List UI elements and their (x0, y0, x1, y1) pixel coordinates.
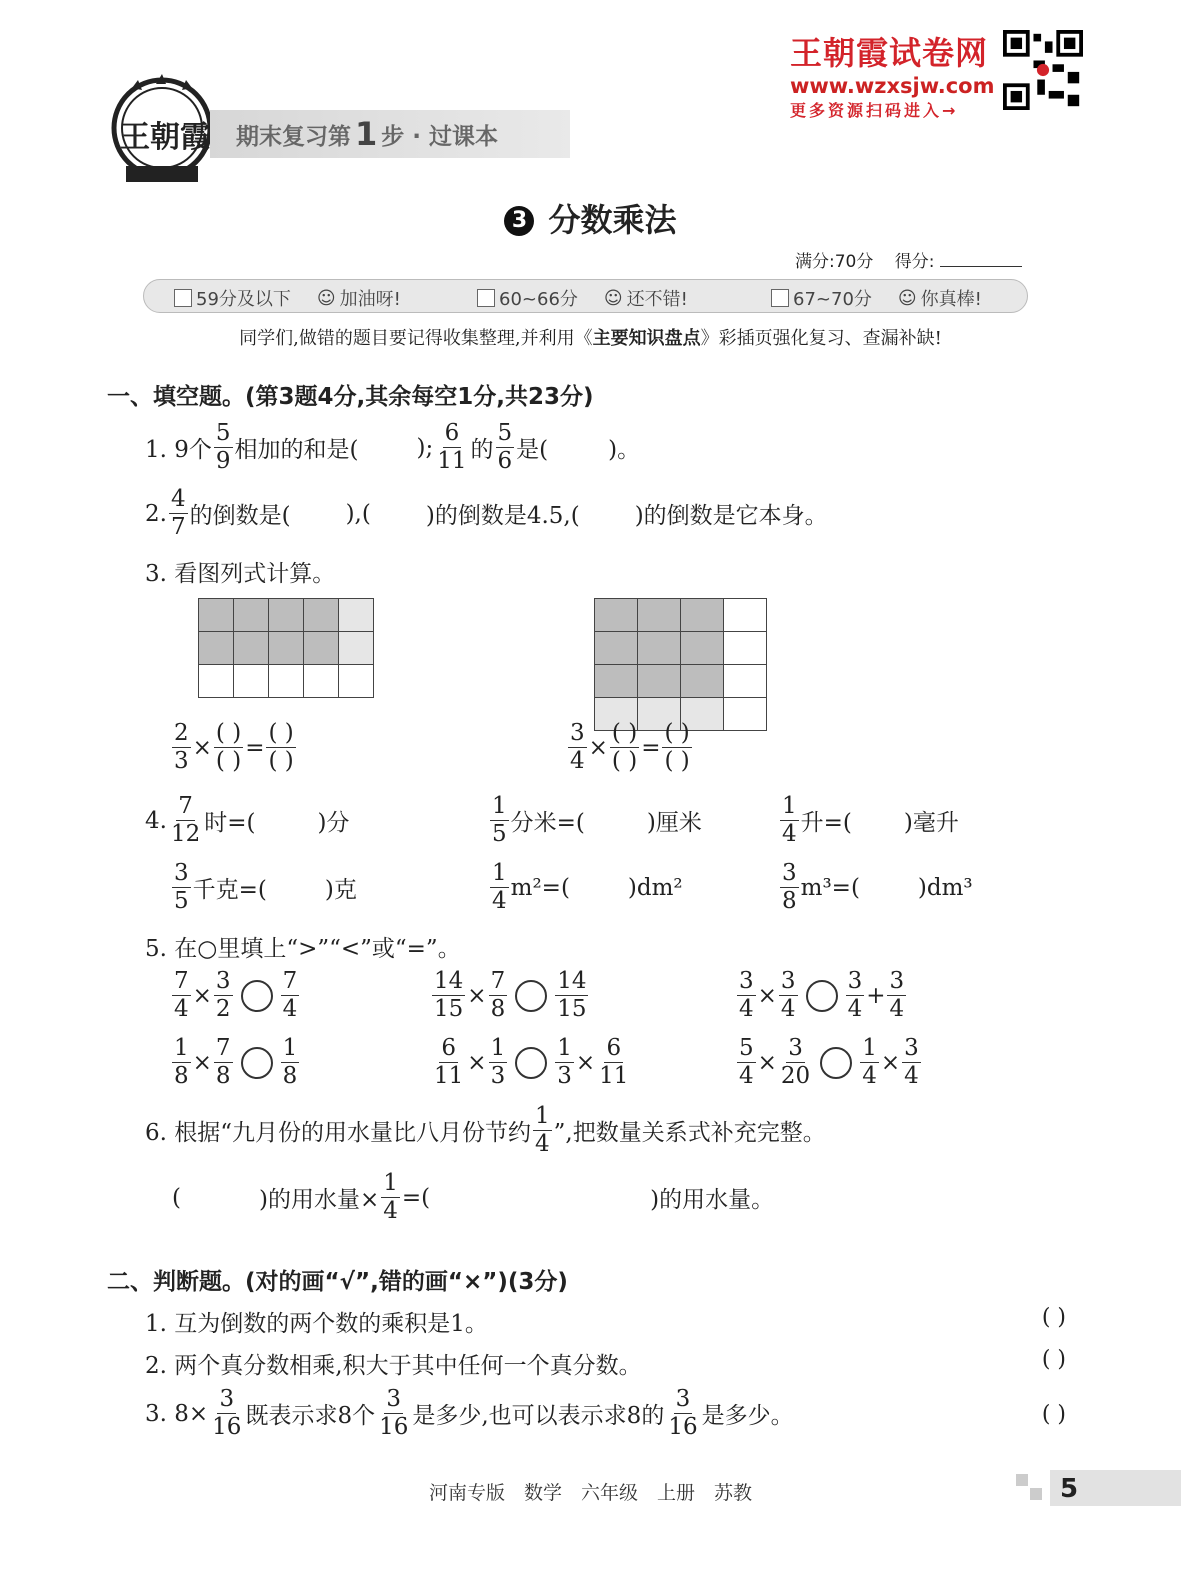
q1-4-row2-c: $\frac{3}{8}$ m³=( )dm³ (782, 860, 973, 914)
q3-equation-left: $\frac{2}{3}$ × $\frac{( )}{( )}$ = $\frac{( )}{( )}$ (174, 720, 294, 774)
q1-4-row1-b: $\frac{1}{5}$ 分米=( )厘米 (492, 793, 702, 847)
cheer-icon: ☺ (316, 287, 336, 309)
q1-4-row1-c: $\frac{1}{4}$ 升=( )毫升 (782, 793, 959, 847)
q1-1: 1. 9个 $\frac{5}{9}$ 相加的和是( ); $\frac{6}{11}$ 的 $\frac{5}{6}$ 是( )。 (145, 420, 641, 474)
q1-2: 2. $\frac{4}{7}$ 的倒数是( ),( )的倒数是4.5,( )的倒数是它本身。 (145, 486, 828, 540)
title-number-badge: 3 (504, 206, 534, 236)
footer-text: 河南专版 数学 六年级 上册 苏教 (428, 1482, 752, 1504)
compare-circle[interactable] (241, 980, 273, 1012)
section1-title: 一、填空题。(第3题4分,其余每空1分,共23分) (107, 384, 594, 410)
logo-text: 王朝霞 (120, 120, 210, 155)
blank-fraction[interactable]: $\frac{( )}{( )}$ (215, 720, 242, 774)
judge-q2: 2. 两个真分数相乘,积大于其中任何一个真分数。 (145, 1353, 642, 1379)
q1-4-row1-a: 4. $\frac{7}{12}$ 时=( )分 (145, 793, 350, 847)
q1-4-row2-a: $\frac{3}{5}$ 千克=( )克 (174, 860, 357, 914)
judge-q1: 1. 互为倒数的两个数的乘积是1。 (145, 1311, 488, 1337)
fraction-grid-left (198, 598, 374, 698)
brand-url: www.wzxsjw.com (790, 74, 995, 98)
checkbox[interactable] (771, 289, 789, 307)
compare-4: $\frac{1}{8}$ × $\frac{7}{8}$ $\frac{1}{8}$ (174, 1035, 298, 1089)
compare-circle[interactable] (515, 1047, 547, 1079)
page-title: 3 分数乘法 (0, 195, 1181, 241)
brand-cta: 更多资源扫码进入→ (790, 101, 959, 120)
checkbox[interactable] (477, 289, 495, 307)
checkbox[interactable] (174, 289, 192, 307)
compare-circle[interactable] (241, 1047, 273, 1079)
page-number: 5 (1060, 1474, 1079, 1504)
brand-block (790, 28, 995, 121)
full-score: 满分:70分 (795, 252, 874, 272)
got-score-label: 得分: (894, 252, 935, 272)
score-bar-seg-2: 60~66分 ☺ 还不错! (477, 285, 688, 311)
compare-6: $\frac{5}{4}$ × $\frac{3}{20}$ $\frac{1}{4}$ × $\frac{3}{4}$ (739, 1035, 919, 1089)
section2-title: 二、判断题。(对的画“√”,错的画“×”)(3分) (107, 1269, 568, 1295)
compare-circle[interactable] (820, 1047, 852, 1079)
compare-circle[interactable] (806, 980, 838, 1012)
judge-blank-2[interactable]: ( ) (1041, 1347, 1066, 1372)
q1-3: 3. 看图列式计算。 (145, 561, 336, 587)
blank-fraction[interactable]: $\frac{( )}{( )}$ (268, 720, 294, 774)
qr-code-icon[interactable] (1003, 30, 1083, 110)
q1-6-formula: ( )的用水量× $\frac{1}{4}$ =( )的用水量。 (172, 1170, 775, 1224)
step-banner: 期末复习第 1 步 · 过课本 (210, 110, 570, 158)
q1-6: 6. 根据“九月份的用水量比八月份节约 $\frac{1}{4}$ ”,把数量关系式补充完整。 (145, 1103, 826, 1157)
notice: 同学们,做错的题目要记得收集整理,并利用《主要知识盘点》彩插页强化复习、查漏补缺! (239, 328, 942, 349)
q1-4-row2-b: $\frac{1}{4}$ m²=( )dm² (492, 860, 683, 914)
compare-1: $\frac{7}{4}$ × $\frac{3}{2}$ $\frac{7}{4}$ (174, 968, 298, 1022)
page-corner-squares-icon (1016, 1474, 1044, 1502)
score-bar-seg-1: 59分及以下 ☺ 加油呀! (174, 285, 401, 311)
q1-5: 5. 在○里填上“>”“<”或“=”。 (145, 936, 461, 962)
judge-q3: 3. 8× $\frac{3}{16}$ 既表示求8个 $\frac{3}{16}$ 是多少,也可以表示求8的 $\frac{3}{16}$ 是多少。 (145, 1386, 794, 1440)
blank-fraction[interactable]: $\frac{( )}{( )}$ (611, 720, 638, 774)
compare-circle[interactable] (515, 980, 547, 1012)
score-bar-seg-3: 67~70分 ☺ 你真棒! (771, 285, 982, 311)
brand-title: 王朝霞试卷网 (790, 34, 989, 72)
star-face-icon: ☺ (897, 287, 917, 309)
compare-3: $\frac{3}{4}$ × $\frac{3}{4}$ $\frac{3}{4}$ + $\frac{3}{4}$ (739, 968, 905, 1022)
judge-blank-1[interactable]: ( ) (1041, 1305, 1066, 1330)
judge-blank-3[interactable]: ( ) (1041, 1402, 1066, 1427)
score-line (795, 247, 1022, 272)
got-score-blank[interactable] (940, 266, 1022, 267)
smile-icon: ☺ (603, 287, 623, 309)
q3-equation-right: $\frac{3}{4}$ × $\frac{( )}{( )}$ = $\frac{( )}{( )}$ (570, 720, 690, 774)
compare-5: $\frac{6}{11}$ × $\frac{1}{3}$ $\frac{1}{3}$ × $\frac{6}{11}$ (434, 1035, 629, 1089)
fraction-grid-right (594, 598, 767, 731)
blank-fraction[interactable]: $\frac{( )}{( )}$ (664, 720, 690, 774)
score-bar (143, 279, 1028, 313)
compare-2: $\frac{14}{15}$ × $\frac{7}{8}$ $\frac{14}{15}$ (434, 968, 587, 1022)
